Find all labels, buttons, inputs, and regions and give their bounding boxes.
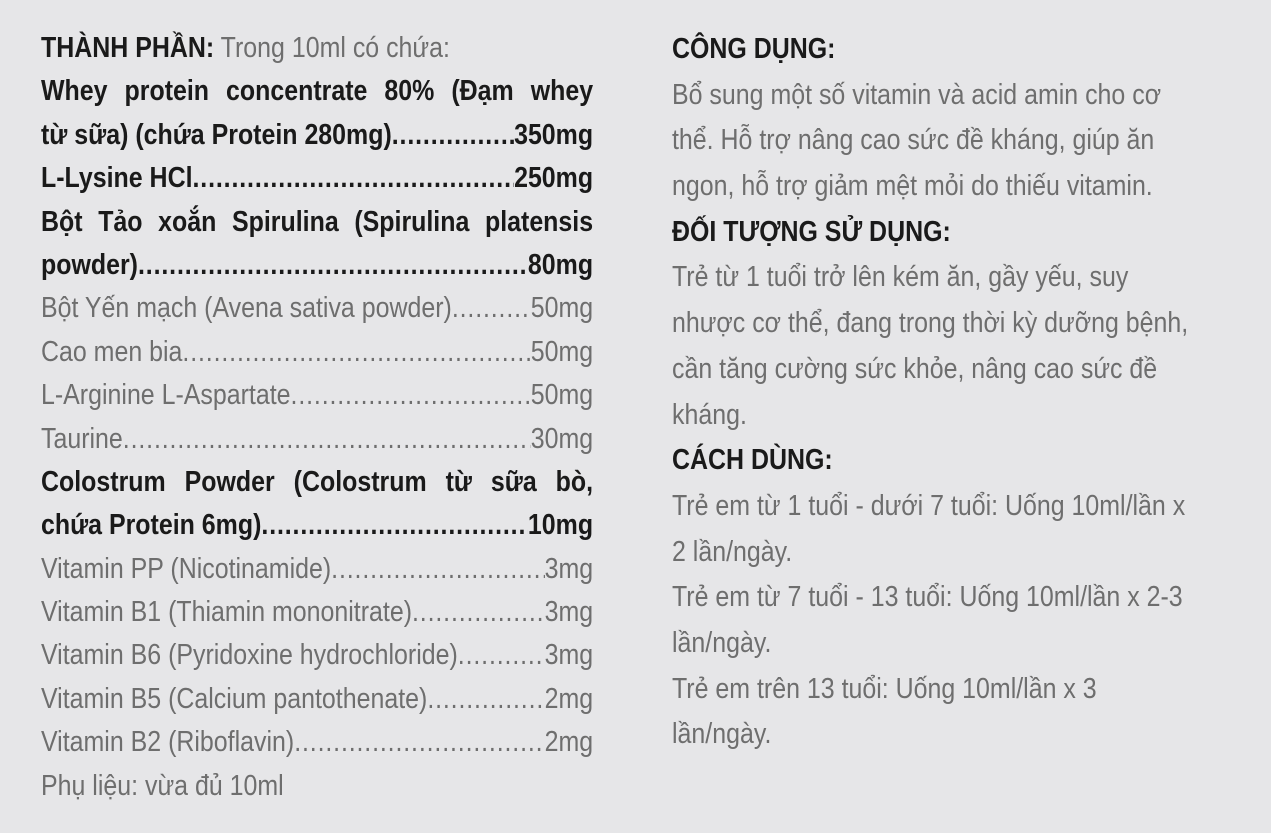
word: Bột (41, 205, 83, 238)
vitamin-name: Vitamin PP (Nicotinamide) (41, 552, 332, 585)
vitamin-amount: 2mg (544, 726, 594, 759)
colostrum-line-2 (41, 504, 593, 547)
vitamin-row (41, 591, 593, 634)
word: Colostrum (41, 465, 166, 498)
uses-heading: CÔNG DỤNG: (672, 33, 836, 65)
target-line: cần tăng cường sức khỏe, nâng cao sức đề (672, 352, 1158, 385)
ingredient-amount: 50mg (530, 379, 594, 412)
ingredient-name: L-Lysine HCl (41, 162, 193, 195)
ingredient-name: L-Arginine L-Aspartate (41, 379, 291, 412)
leader-dots (182, 331, 530, 374)
leader-dots (458, 634, 545, 677)
target-line: Trẻ từ 1 tuổi trở lên kém ăn, gầy yếu, suy (672, 261, 1129, 294)
vitamin-row (41, 721, 593, 764)
dosage-line: lần/ngày. (672, 626, 772, 659)
ingredient-row (41, 287, 593, 330)
vitamin-name: Vitamin B6 (Pyridoxine hydrochloride) (41, 639, 458, 672)
leader-dots (193, 157, 515, 200)
word: 80% (384, 75, 435, 108)
ingredient-name: Cao men bia (41, 335, 183, 368)
dosage-line: Trẻ em từ 7 tuổi - 13 tuổi: Uống 10ml/lần x 2-3 (672, 581, 1183, 614)
ingredients-intro: Trong 10ml có chứa: (220, 32, 450, 64)
word: (Đạm (451, 75, 514, 108)
word: xoắn (158, 205, 217, 238)
target-line: nhược cơ thể, đang trong thời kỳ dưỡng bệnh, (672, 307, 1189, 340)
dosage-line: Trẻ em trên 13 tuổi: Uống 10ml/lần x 3 (672, 672, 1097, 705)
ingredient-amount: 30mg (530, 422, 594, 455)
leader-dots (123, 418, 531, 461)
word: từ (445, 465, 472, 498)
ingredients-heading: THÀNH PHẦN: (41, 32, 215, 64)
ingredient-amount: 50mg (530, 292, 594, 325)
leader-dots (392, 114, 514, 157)
ingredient-amount: 50mg (530, 335, 594, 368)
ingredients-header (41, 27, 593, 70)
ingredient-name: Bột Yến mạch (Avena sativa powder) (41, 292, 452, 325)
ingredient-row (41, 418, 593, 461)
leader-dots (452, 287, 531, 330)
word: sữa (490, 465, 537, 498)
dosage-line: Trẻ em từ 1 tuổi - dưới 7 tuổi: Uống 10ml/lần x (672, 489, 1186, 522)
leader-dots (291, 374, 531, 417)
ingredient-amount: 350mg (514, 118, 594, 151)
ingredient-row (41, 374, 593, 417)
vitamin-name: Vitamin B2 (Riboflavin) (41, 726, 295, 759)
uses-line: ngon, hỗ trợ giảm mệt mỏi do thiếu vitamin. (672, 170, 1153, 203)
word: bò, (555, 465, 594, 498)
word: (Colostrum (293, 465, 427, 498)
vitamin-row (41, 548, 593, 591)
vitamin-amount: 3mg (544, 552, 594, 585)
vitamin-row (41, 634, 593, 677)
word: platensis (484, 205, 594, 238)
whey-line-2 (41, 114, 593, 157)
ingredient-amount: 80mg (527, 248, 594, 281)
leader-dots (138, 244, 528, 287)
spirulina-line-2 (41, 244, 593, 287)
leader-dots (294, 721, 544, 764)
vitamin-row (41, 678, 593, 721)
target-heading: ĐỐI TƯỢNG SỬ DỤNG: (672, 215, 951, 248)
whey-line-1 (41, 70, 593, 113)
vitamin-amount: 3mg (544, 596, 594, 629)
uses-line: Bổ sung một số vitamin và acid amin cho cơ (672, 78, 1162, 111)
target-line: kháng. (672, 398, 747, 431)
word: concentrate (226, 75, 368, 108)
ingredient-row (41, 331, 593, 374)
excipient-line: Phụ liệu: vừa đủ 10ml (41, 769, 284, 802)
word: Tảo (98, 205, 143, 238)
ingredient-name: Taurine (41, 422, 123, 455)
word: Powder (184, 465, 275, 498)
word: protein (124, 75, 210, 108)
colostrum-line-1 (41, 461, 593, 504)
dosage-heading: CÁCH DÙNG: (672, 444, 833, 477)
ingredient-amount: 10mg (527, 509, 594, 542)
word: whey (530, 75, 594, 108)
lysine-line (41, 157, 593, 200)
ingredient-name: từ sữa) (chứa Protein 280mg) (41, 118, 392, 151)
spirulina-line-1 (41, 201, 593, 244)
leader-dots (427, 678, 544, 721)
vitamin-name: Vitamin B5 (Calcium pantothenate) (41, 682, 428, 715)
ingredients-section (41, 27, 593, 808)
dosage-line: 2 lần/ngày. (672, 535, 793, 568)
info-section (672, 27, 1227, 758)
dosage-line: lần/ngày. (672, 718, 772, 751)
leader-dots (412, 591, 545, 634)
word: Spirulina (232, 205, 339, 238)
leader-dots (261, 504, 528, 547)
ingredient-name: powder) (41, 248, 138, 281)
uses-line: thể. Hỗ trợ nâng cao sức đề kháng, giúp ăn (672, 124, 1155, 157)
ingredient-name: chứa Protein 6mg) (41, 509, 262, 542)
vitamin-amount: 3mg (544, 639, 594, 672)
leader-dots (331, 548, 544, 591)
word: Whey (41, 75, 108, 108)
vitamin-amount: 2mg (544, 682, 594, 715)
word: (Spirulina (354, 205, 470, 238)
vitamin-name: Vitamin B1 (Thiamin mononitrate) (41, 596, 413, 629)
ingredient-amount: 250mg (514, 162, 594, 195)
